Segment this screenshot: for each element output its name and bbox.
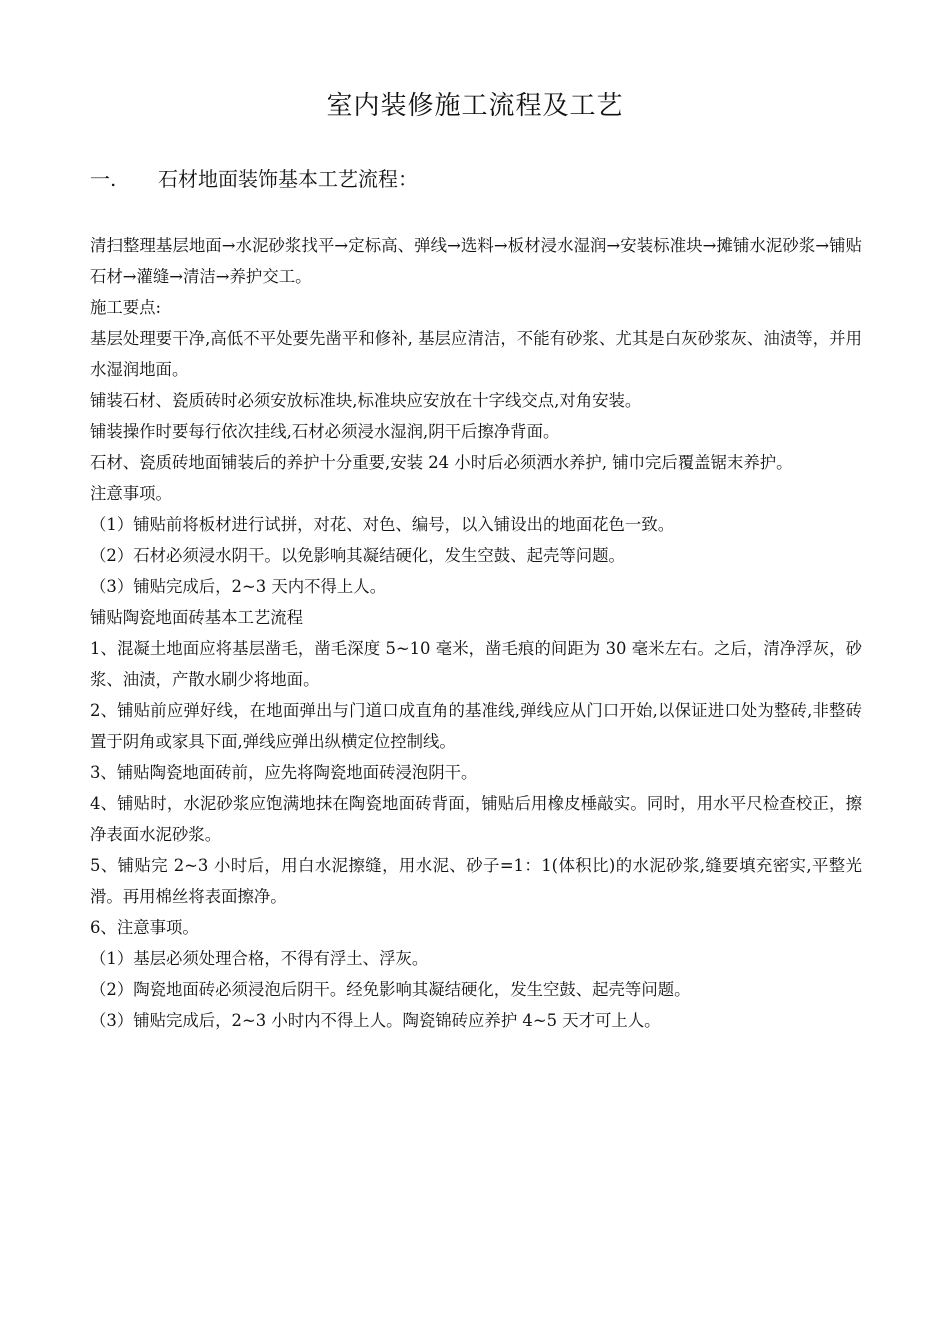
paragraph-standard-block: 铺装石材、瓷质砖时必须安放标准块,标准块应安放在十字线交点,对角安装。 — [90, 391, 642, 410]
paragraph-key-points-heading: 施工要点: — [90, 298, 162, 317]
list-item: 3、铺贴陶瓷地面砖前，应先将陶瓷地面砖浸泡阴干。 — [90, 763, 478, 782]
page-title: 室内装修施工流程及工艺 — [326, 91, 624, 121]
list-item: （2）陶瓷地面砖必须浸泡后阴干。经免影响其凝结硬化，发生空鼓、起壳等问题。 — [90, 980, 691, 999]
list-item: 6、注意事项。 — [90, 918, 199, 937]
paragraph-process-flow: 清扫整理基层地面→水泥砂浆找平→定标高、弹线→选料→板材浸水湿润→安装标准块→摊铺水泥砂浆→铺贴石材→灌缝→清洁→养护交工。 — [90, 236, 862, 286]
list-item: （1）基层必须处理合格，不得有浮土、浮灰。 — [90, 949, 429, 968]
section-number: 一. — [90, 167, 117, 191]
paragraph-line-hanging: 铺装操作时要每行依次挂线,石材必须浸水湿润,阴干后擦净背面。 — [90, 422, 560, 441]
list-item: 4、铺贴时，水泥砂浆应饱满地抹在陶瓷地面砖背面，铺贴后用橡皮棰敲实。同时，用水平尺检查校正，擦净表面水泥砂浆。 — [90, 794, 862, 844]
paragraph-ceramic-heading: 铺贴陶瓷地面砖基本工艺流程 — [90, 608, 304, 627]
list-item: （3）铺贴完成后，2~3 小时内不得上人。陶瓷锦砖应养护 4~5 天才可上人。 — [90, 1011, 661, 1030]
paragraph-notes-heading: 注意事项。 — [90, 484, 172, 503]
list-item: 5、铺贴完 2~3 小时后，用白水泥擦缝，用水泥、砂子=1：1(体积比)的水泥砂浆,缝要填充密实,平整光滑。再用棉丝将表面擦净。 — [90, 856, 862, 906]
list-item: 1、混凝土地面应将基层凿毛，凿毛深度 5~10 毫米，凿毛痕的间距为 30 毫米左右。之后，清净浮灰，砂浆、油渍，产散水刷少将地面。 — [90, 639, 862, 689]
document-body — [90, 230, 862, 1036]
section-heading-text: 石材地面装饰基本工艺流程： — [158, 167, 418, 191]
list-item: （2）石材必须浸水阴干。以免影响其凝结硬化，发生空鼓、起壳等问题。 — [90, 546, 625, 565]
list-item: （3）铺贴完成后，2~3 天内不得上人。 — [90, 577, 387, 596]
list-item: （1）铺贴前将板材进行试拼，对花、对色、编号，以入铺设出的地面花色一致。 — [90, 515, 675, 534]
list-item: 2、铺贴前应弹好线，在地面弹出与门道口成直角的基准线,弹线应从门口开始,以保证进口处为整砖,非整砖置于阴角或家具下面,弹线应弹出纵横定位控制线。 — [90, 701, 862, 751]
paragraph-base-treatment: 基层处理要干净,高低不平处要先凿平和修补, 基层应清洁，不能有砂浆、尤其是白灰砂浆灰、油渍等，并用水湿润地面。 — [90, 329, 862, 379]
section-heading — [90, 164, 418, 194]
paragraph-curing: 石材、瓷质砖地面铺装后的养护十分重要,安装 24 小时后必须洒水养护, 铺巾完后覆盖锯末养护。 — [90, 453, 793, 472]
